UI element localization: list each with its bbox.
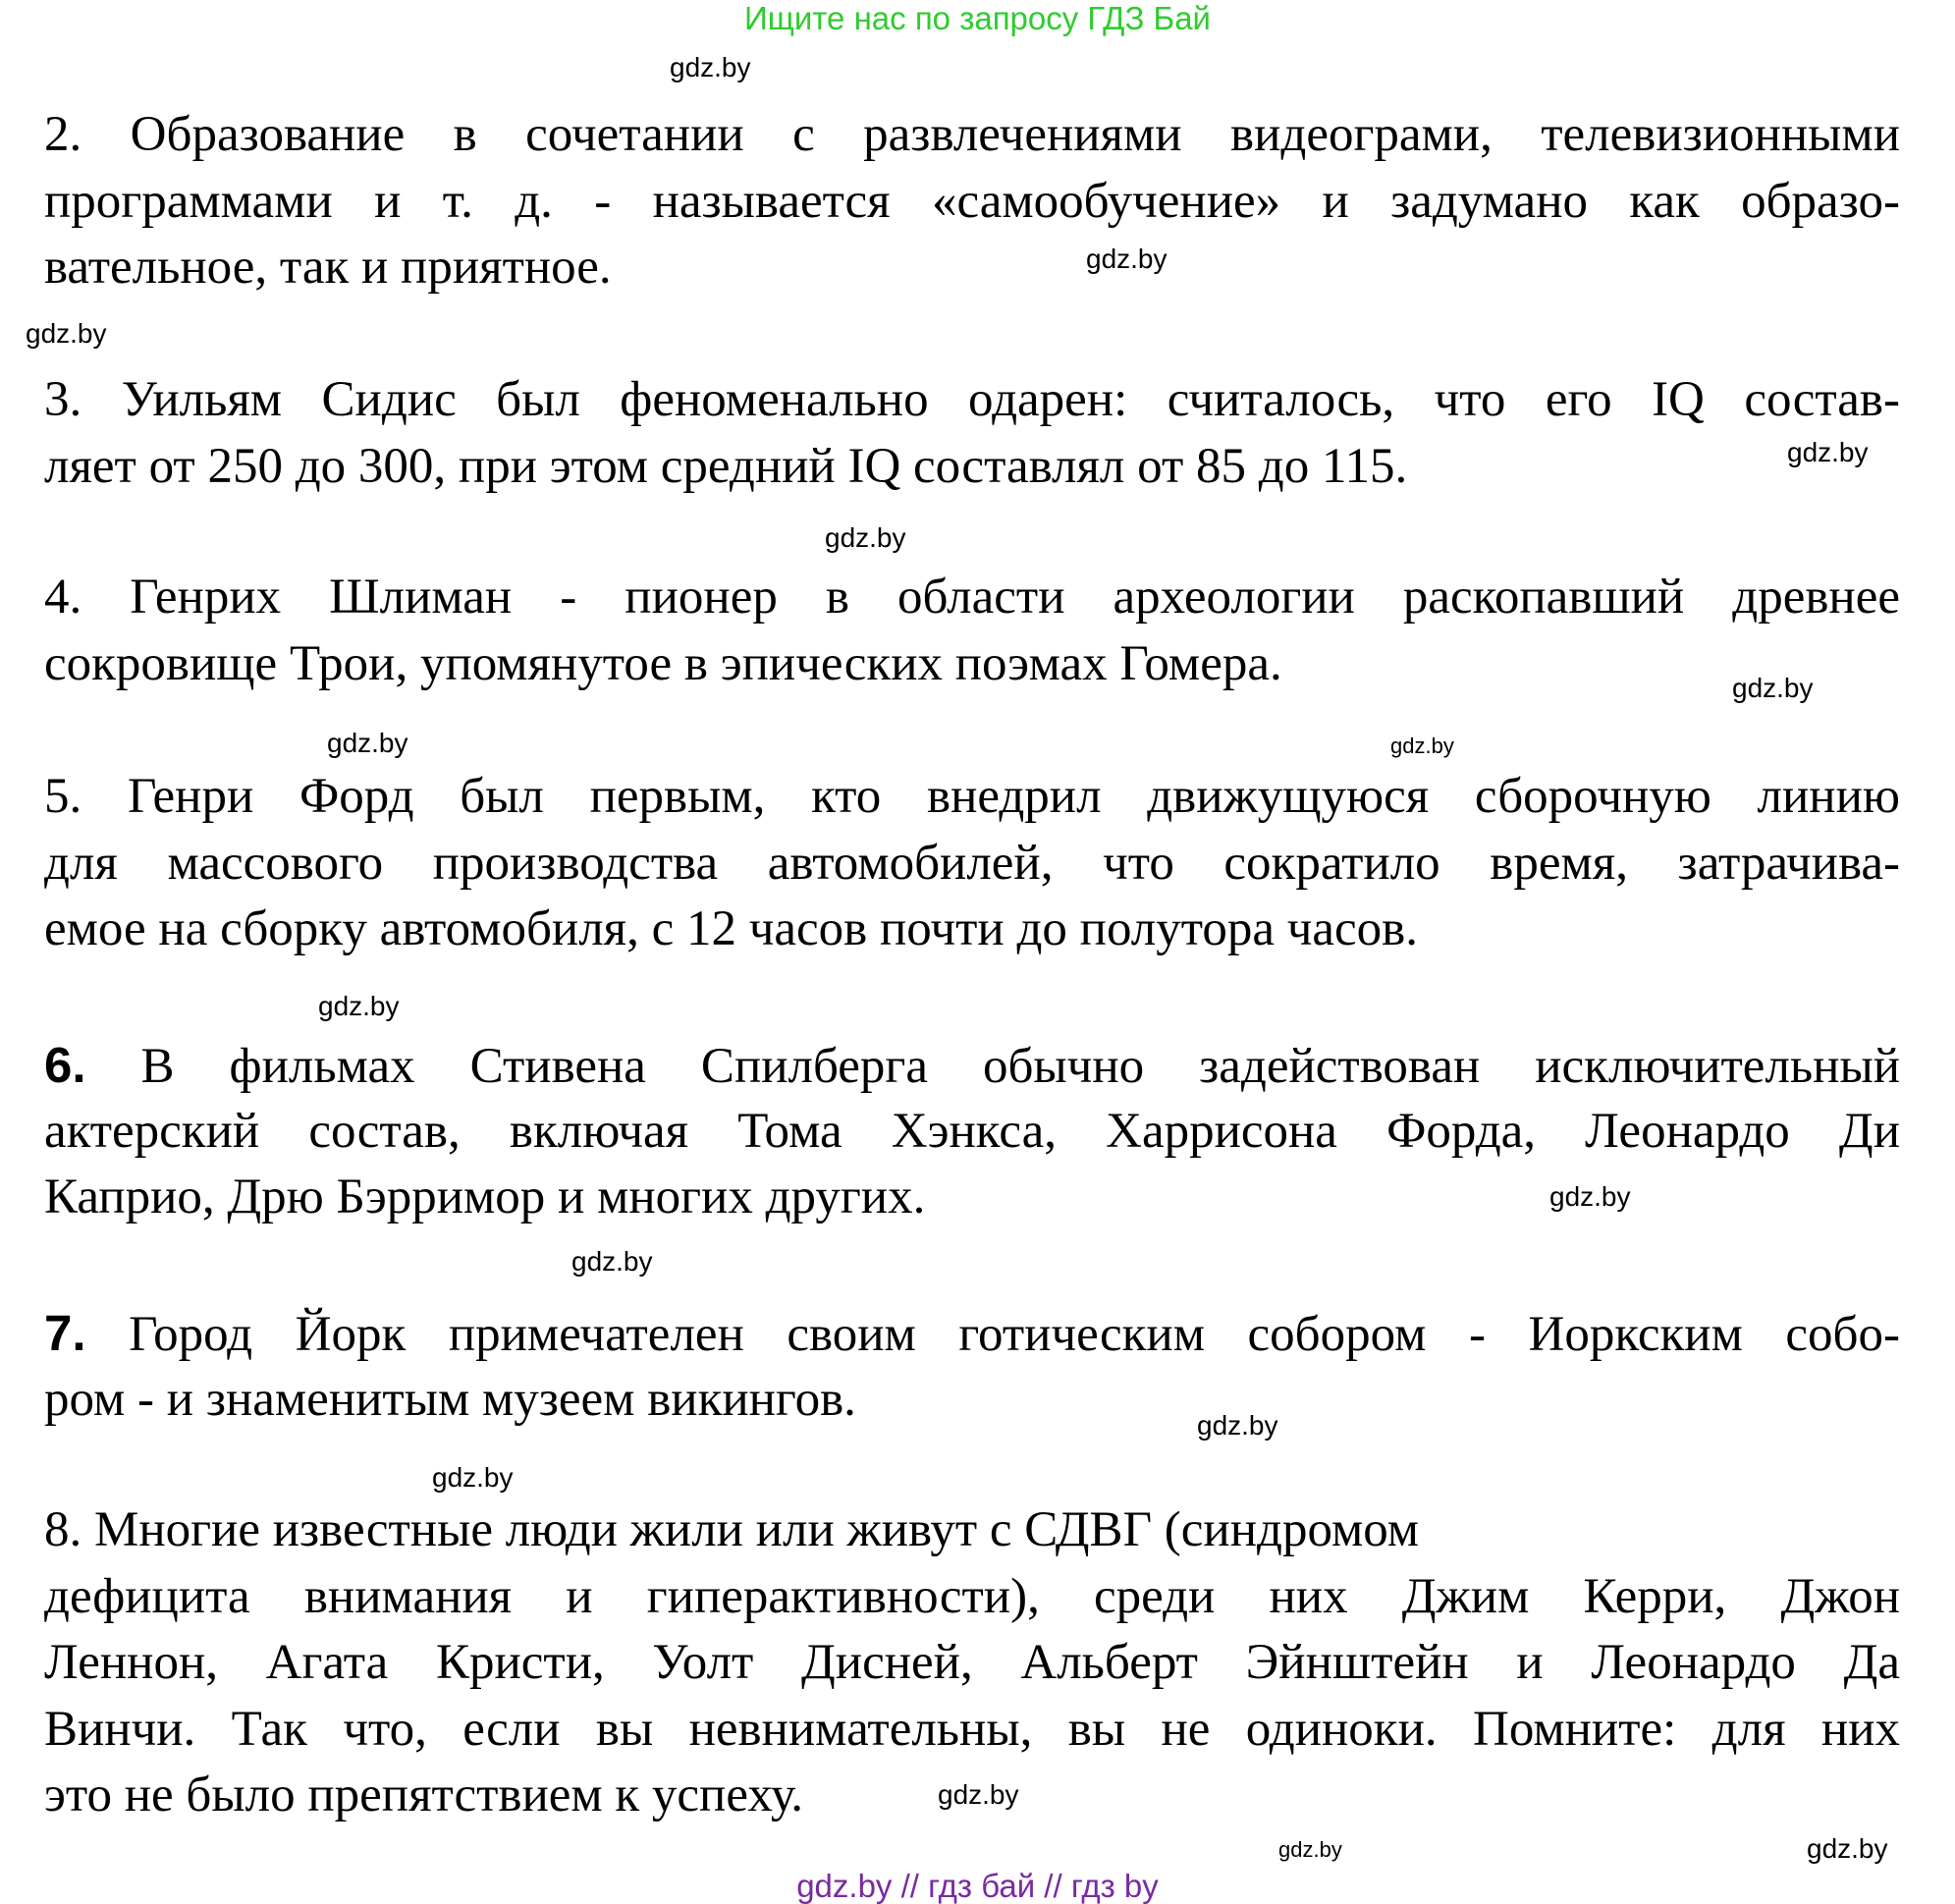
text-line: это не было препятствием к успеху. [44, 1768, 804, 1823]
paragraph-3 [44, 367, 1900, 500]
search-hint-banner: Ищите нас по запросу ГДЗ Бай [744, 0, 1211, 36]
text-line [44, 1300, 1900, 1367]
watermark: gdz.by [318, 991, 400, 1021]
text-line: 5. Генри Форд был первым, кто внедрил движущуюся сборочную линию [44, 769, 1900, 824]
text-line: дефицита внимания и гиперактивности), среди них Джим Керри, Джон [44, 1568, 1900, 1624]
text-line: программами и т. д. - называется «самообучение» и задумано как образо- [44, 173, 1900, 229]
watermark: gdz.by [26, 318, 107, 349]
watermark: gdz.by [1086, 244, 1168, 274]
text-line: Винчи. Так что, если вы невнимательны, вы не одиноки. Помните: для них [44, 1701, 1900, 1757]
watermark: gdz.by [1197, 1410, 1278, 1441]
watermark: gdz.by [938, 1779, 1019, 1810]
paragraph-4 [44, 565, 1900, 697]
watermark: gdz.by [1549, 1181, 1631, 1212]
text-span: Город Йорк примечателен своим готическим собором - Иоркским собо- [85, 1307, 1900, 1362]
paragraph-number: 6. [44, 1037, 86, 1093]
watermark: gdz.by [1787, 437, 1869, 467]
watermark: gdz.by [1278, 1837, 1342, 1862]
paragraph-number: 7. [44, 1305, 86, 1361]
watermark: gdz.by [1807, 1833, 1888, 1864]
text-line: для массового производства автомобилей, что сократило время, затрачива- [44, 835, 1900, 891]
text-line: 8. Многие известные люди жили или живут с СДВГ (синдромом [44, 1502, 1420, 1557]
text-line: ром - и знаменитым музеем викингов. [44, 1371, 856, 1427]
text-span: В фильмах Стивена Спилберга обычно задействован исключительный [85, 1039, 1900, 1094]
footer-links: gdz.by // гдз бай // гдз by [796, 1868, 1159, 1904]
text-line: емое на сборку автомобиля, с 12 часов почти до полутора часов. [44, 901, 1418, 957]
watermark: gdz.by [1732, 673, 1814, 703]
paragraph-5 [44, 764, 1900, 963]
watermark: gdz.by [327, 728, 408, 758]
paragraph-7 [44, 1300, 1900, 1433]
watermark: gdz.by [1390, 734, 1454, 758]
text-line: ляет от 250 до 300, при этом средний IQ составлял от 85 до 115. [44, 438, 1408, 494]
watermark: gdz.by [825, 522, 906, 553]
watermark: gdz.by [432, 1462, 514, 1493]
text-line [44, 1032, 1900, 1099]
paragraph-2 [44, 102, 1900, 301]
text-line: сокровище Трои, упомянутое в эпических поэмах Гомера. [44, 635, 1282, 691]
text-line: Каприо, Дрю Бэрримор и многих других. [44, 1170, 926, 1225]
text-line: 3. Уильям Сидис был феноменально одарен: считалось, что его IQ состав- [44, 372, 1900, 427]
text-line: 4. Генрих Шлиман - пионер в области археологии раскопавший древнее [44, 570, 1900, 625]
text-line: Леннон, Агата Кристи, Уолт Дисней, Альберт Эйнштейн и Леонардо Да [44, 1635, 1900, 1691]
watermark: gdz.by [571, 1246, 653, 1277]
watermark: gdz.by [670, 52, 751, 82]
text-line: 2. Образование в сочетании с развлечениями видеограми, телевизионными [44, 107, 1900, 162]
text-line: вательное, так и приятное. [44, 240, 612, 296]
text-line: актерский состав, включая Тома Хэнкса, Харрисона Форда, Леонардо Ди [44, 1103, 1900, 1159]
